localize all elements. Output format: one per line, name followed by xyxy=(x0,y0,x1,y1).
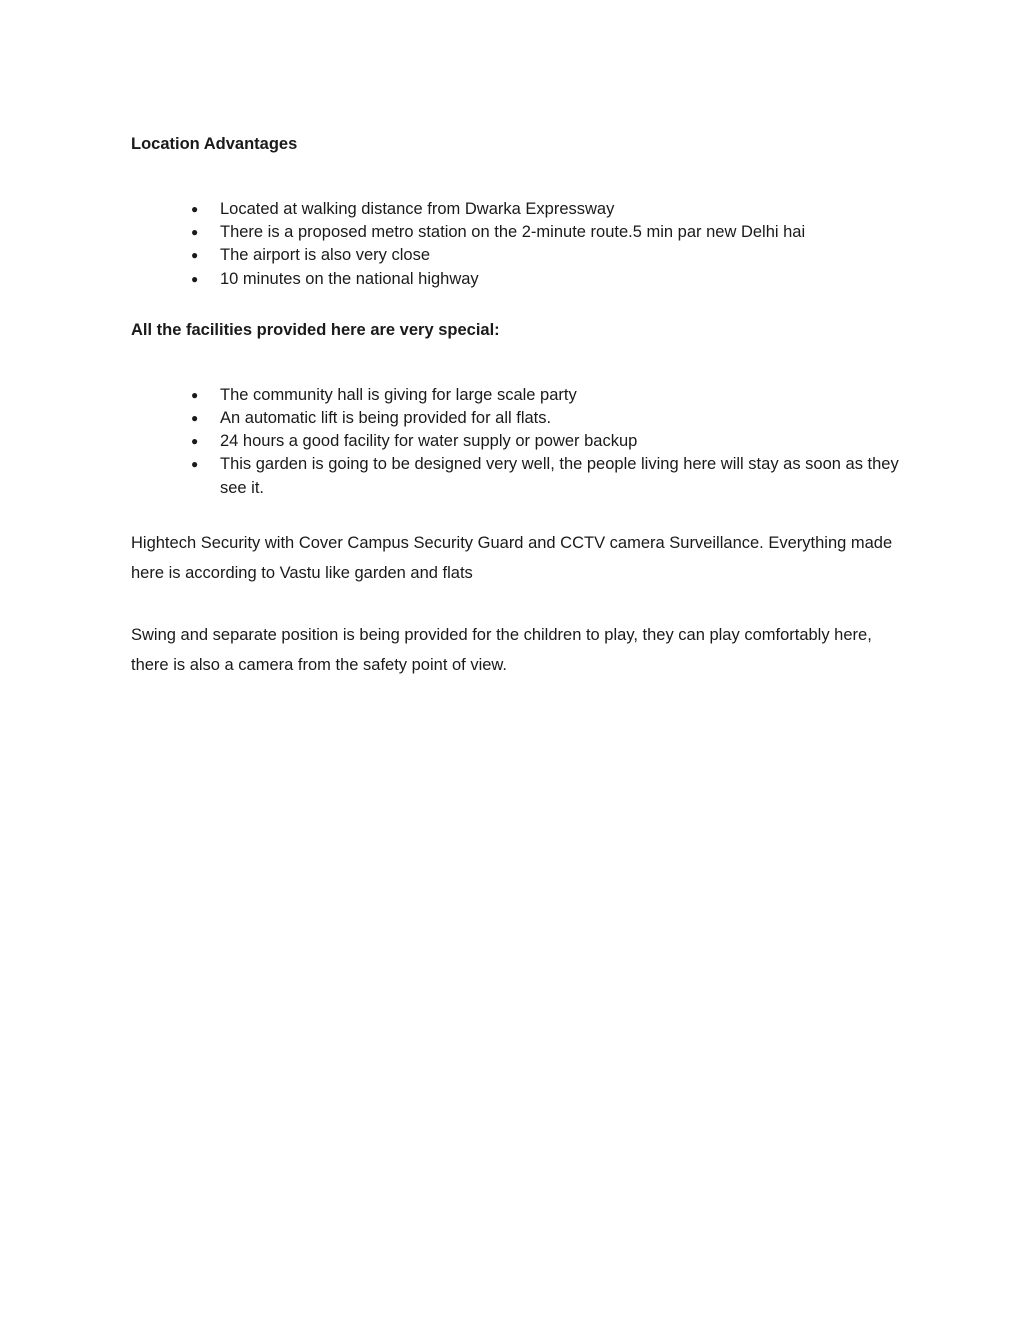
bullet-icon: ● xyxy=(191,202,199,216)
list-item-text: An automatic lift is being provided for all flats. xyxy=(220,409,552,428)
security-paragraph: Hightech Security with Cover Campus Security Guard and CCTV camera Surveillance. Everything made here is according to Vastu like garden and flats xyxy=(131,533,893,583)
children-play-paragraph: Swing and separate position is being provided for the children to play, they can play comfortably here, there is also a camera from the safety point of view. xyxy=(131,625,872,675)
location-advantages-heading: Location Advantages xyxy=(131,135,298,153)
bullet-icon: ● xyxy=(191,411,199,426)
bullet-icon: ● xyxy=(191,434,199,449)
bullet-icon: ● xyxy=(191,387,199,402)
list-item xyxy=(131,407,901,430)
location-advantages-list xyxy=(131,198,901,291)
list-item xyxy=(131,244,901,267)
bullet-icon: ● xyxy=(191,248,199,263)
bullet-icon: ● xyxy=(191,225,199,240)
list-item xyxy=(131,430,901,453)
list-item-text: There is a proposed metro station on the 2-minute route.5 min par new Delhi hai xyxy=(220,223,806,242)
list-item-text: 10 minutes on the national highway xyxy=(220,269,479,288)
list-item xyxy=(131,268,901,291)
list-item-text: The airport is also very close xyxy=(220,246,430,265)
bullet-icon: ● xyxy=(191,457,199,472)
list-item-text: This garden is going to be designed very well, the people living here will stay as soon as they see it. xyxy=(220,455,899,497)
document-page xyxy=(131,133,901,681)
list-item-text: 24 hours a good facility for water supply or power backup xyxy=(220,432,638,451)
facilities-list xyxy=(131,384,901,500)
list-item xyxy=(131,221,901,244)
list-item xyxy=(131,384,901,407)
list-item xyxy=(131,453,901,499)
list-item-text: The community hall is giving for large scale party xyxy=(220,385,577,404)
bullet-icon: ● xyxy=(191,271,199,286)
list-item xyxy=(131,198,901,221)
list-item-text: Located at walking distance from Dwarka Expressway xyxy=(220,200,615,218)
facilities-heading: All the facilities provided here are very special: xyxy=(131,320,500,339)
